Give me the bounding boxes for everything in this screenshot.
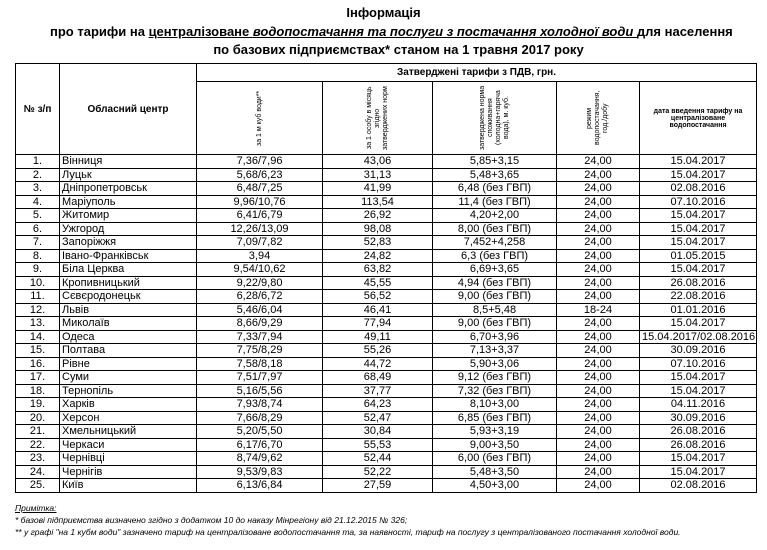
city-name: Тернопіль xyxy=(60,384,197,398)
tariff-per-m3: 6,13/6,84 xyxy=(197,479,323,493)
table-row xyxy=(16,479,757,493)
tariff-per-person: 45,55 xyxy=(323,276,433,290)
supply-mode: 24,00 xyxy=(557,155,640,169)
consumption-norm: 8,10+3,00 xyxy=(433,398,557,412)
tariff-per-person: 77,94 xyxy=(323,317,433,331)
row-number: 9. xyxy=(16,263,60,277)
city-name: Херсон xyxy=(60,411,197,425)
city-name: Суми xyxy=(60,371,197,385)
tariff-per-m3: 5,68/6,23 xyxy=(197,168,323,182)
tariff-date: 01.01.2016 xyxy=(640,303,757,317)
supply-mode: 18-24 xyxy=(557,303,640,317)
supply-mode: 24,00 xyxy=(557,168,640,182)
consumption-norm: 6,3 (без ГВП) xyxy=(433,249,557,263)
tariff-per-m3: 6,28/6,72 xyxy=(197,290,323,304)
footnote-1-mark: * xyxy=(15,515,19,525)
consumption-norm: 11,4 (без ГВП) xyxy=(433,195,557,209)
city-name: Біла Церква xyxy=(60,263,197,277)
table-row xyxy=(16,168,757,182)
tariff-per-m3: 9,96/10,76 xyxy=(197,195,323,209)
header-norm: затверджена норма споживання (холодна+гаряча вода), м. куб. xyxy=(433,82,557,155)
table-row xyxy=(16,411,757,425)
table-row xyxy=(16,249,757,263)
tariff-per-m3: 7,33/7,94 xyxy=(197,330,323,344)
header-center: Обласний центр xyxy=(60,64,197,155)
tariff-per-person: 52,47 xyxy=(323,411,433,425)
row-number: 21. xyxy=(16,425,60,439)
tariff-per-m3: 7,75/8,29 xyxy=(197,344,323,358)
tariff-per-m3: 5,16/5,56 xyxy=(197,384,323,398)
supply-mode: 24,00 xyxy=(557,425,640,439)
tariff-per-person: 52,22 xyxy=(323,465,433,479)
consumption-norm: 5,93+3,19 xyxy=(433,425,557,439)
supply-mode: 24,00 xyxy=(557,195,640,209)
row-number: 25. xyxy=(16,479,60,493)
city-name: Чернівці xyxy=(60,452,197,466)
tariff-per-m3: 7,58/8,18 xyxy=(197,357,323,371)
consumption-norm: 5,85+3,15 xyxy=(433,155,557,169)
consumption-norm: 7,32 (без ГВП) xyxy=(433,384,557,398)
tariff-per-m3: 5,20/5,50 xyxy=(197,425,323,439)
table-row xyxy=(16,195,757,209)
subtitle-underlined-italic: водопостачання та послуги з постачання холодної води xyxy=(252,24,637,39)
tariff-per-m3: 9,53/9,83 xyxy=(197,465,323,479)
footnote-1: базові підприємства визначено згідно з додатком 10 до наказу Мінрегіону від 21.12.2015 № 326; xyxy=(18,515,408,525)
supply-mode: 24,00 xyxy=(557,452,640,466)
tariff-per-m3: 7,93/8,74 xyxy=(197,398,323,412)
tariff-per-m3: 8,74/9,62 xyxy=(197,452,323,466)
table-row xyxy=(16,344,757,358)
tariff-per-person: 63,82 xyxy=(323,263,433,277)
table-row xyxy=(16,263,757,277)
tariff-per-m3: 12,26/13,09 xyxy=(197,222,323,236)
tariff-date: 15.04.2017 xyxy=(640,452,757,466)
tariff-per-person: 41,99 xyxy=(323,182,433,196)
table-row xyxy=(16,290,757,304)
supply-mode: 24,00 xyxy=(557,384,640,398)
table-row xyxy=(16,303,757,317)
table-row xyxy=(16,357,757,371)
tariff-per-person: 98,08 xyxy=(323,222,433,236)
consumption-norm: 6,00 (без ГВП) xyxy=(433,452,557,466)
supply-mode: 24,00 xyxy=(557,249,640,263)
tariff-per-person: 64,23 xyxy=(323,398,433,412)
header-num: № з/п xyxy=(16,64,60,155)
header-per-m3: за 1 м куб води** xyxy=(197,82,323,155)
supply-mode: 24,00 xyxy=(557,290,640,304)
city-name: Черкаси xyxy=(60,438,197,452)
supply-mode: 24,00 xyxy=(557,371,640,385)
consumption-norm: 9,12 (без ГВП) xyxy=(433,371,557,385)
supply-mode: 24,00 xyxy=(557,209,640,223)
tariff-date: 07.10.2016 xyxy=(640,195,757,209)
consumption-norm: 4,94 (без ГВП) xyxy=(433,276,557,290)
tariff-per-m3: 6,48/7,25 xyxy=(197,182,323,196)
header-date: дата введення тарифу на централізоване водопостачання xyxy=(640,82,757,155)
tariff-date: 15.04.2017 xyxy=(640,222,757,236)
consumption-norm: 5,90+3,06 xyxy=(433,357,557,371)
row-number: 19. xyxy=(16,398,60,412)
tariff-date: 26.08.2016 xyxy=(640,438,757,452)
header-mode: режим водопостачання, год./добу xyxy=(557,82,640,155)
subtitle-underlined: централізоване xyxy=(148,24,253,39)
tariff-date: 04.11.2016 xyxy=(640,398,757,412)
city-name: Запоріжжя xyxy=(60,236,197,250)
city-name: Сєвєродонецьк xyxy=(60,290,197,304)
row-number: 24. xyxy=(16,465,60,479)
table-row xyxy=(16,317,757,331)
tariff-per-person: 27,59 xyxy=(323,479,433,493)
tariff-date: 15.04.2017/02.08.2016 xyxy=(640,330,757,344)
row-number: 13. xyxy=(16,317,60,331)
supply-mode: 24,00 xyxy=(557,398,640,412)
consumption-norm: 5,48+3,50 xyxy=(433,465,557,479)
tariff-date: 02.08.2016 xyxy=(640,479,757,493)
table-row xyxy=(16,384,757,398)
table-row xyxy=(16,398,757,412)
tariff-per-person: 55,53 xyxy=(323,438,433,452)
row-number: 2. xyxy=(16,168,60,182)
row-number: 12. xyxy=(16,303,60,317)
table-row xyxy=(16,425,757,439)
tariff-per-person: 52,44 xyxy=(323,452,433,466)
footnote-2-mark: ** xyxy=(15,527,22,537)
tariff-per-m3: 5,46/6,04 xyxy=(197,303,323,317)
city-name: Маріуполь xyxy=(60,195,197,209)
table-row xyxy=(16,276,757,290)
city-name: Миколаїв xyxy=(60,317,197,331)
consumption-norm: 9,00+3,50 xyxy=(433,438,557,452)
row-number: 14. xyxy=(16,330,60,344)
subtitle-post: для населення xyxy=(636,24,733,39)
table-row xyxy=(16,182,757,196)
tariff-date: 15.04.2017 xyxy=(640,317,757,331)
city-name: Харків xyxy=(60,398,197,412)
city-name: Вінниця xyxy=(60,155,197,169)
tariff-date: 26.08.2016 xyxy=(640,276,757,290)
tariff-date: 15.04.2017 xyxy=(640,168,757,182)
city-name: Дніпропетровськ xyxy=(60,182,197,196)
tariff-per-person: 52,83 xyxy=(323,236,433,250)
tariff-per-person: 68,49 xyxy=(323,371,433,385)
city-name: Рівне xyxy=(60,357,197,371)
supply-mode: 24,00 xyxy=(557,411,640,425)
consumption-norm: 8,00 (без ГВП) xyxy=(433,222,557,236)
table-row xyxy=(16,330,757,344)
footnote-2: у графі "на 1 кубм води" зазначено тариф на централізоване водопостачання та, за наявності, тариф на послугу з централізованого постачання холодної води. xyxy=(21,527,681,537)
supply-mode: 24,00 xyxy=(557,344,640,358)
consumption-norm: 9,00 (без ГВП) xyxy=(433,317,557,331)
document-subtitle-date: по базових підприємствах* станом на 1 травня 2017 року xyxy=(213,42,584,57)
tariff-per-m3: 6,17/6,70 xyxy=(197,438,323,452)
row-number: 1. xyxy=(16,155,60,169)
tariff-per-person: 56,52 xyxy=(323,290,433,304)
row-number: 7. xyxy=(16,236,60,250)
row-number: 6. xyxy=(16,222,60,236)
row-number: 8. xyxy=(16,249,60,263)
supply-mode: 24,00 xyxy=(557,357,640,371)
consumption-norm: 6,70+3,96 xyxy=(433,330,557,344)
table-row xyxy=(16,465,757,479)
tariff-date: 07.10.2016 xyxy=(640,357,757,371)
tariff-date: 15.04.2017 xyxy=(640,209,757,223)
row-number: 4. xyxy=(16,195,60,209)
tariff-per-m3: 7,66/8,29 xyxy=(197,411,323,425)
consumption-norm: 8,5+5,48 xyxy=(433,303,557,317)
tariff-per-person: 46,41 xyxy=(323,303,433,317)
tariff-per-person: 24,82 xyxy=(323,249,433,263)
supply-mode: 24,00 xyxy=(557,438,640,452)
table-row xyxy=(16,155,757,169)
row-number: 18. xyxy=(16,384,60,398)
footnote-heading: Примітка: xyxy=(15,503,57,513)
tariff-date: 30.09.2016 xyxy=(640,344,757,358)
city-name: Львів xyxy=(60,303,197,317)
supply-mode: 24,00 xyxy=(557,330,640,344)
row-number: 16. xyxy=(16,357,60,371)
tariff-per-m3: 3,94 xyxy=(197,249,323,263)
city-name: Ужгород xyxy=(60,222,197,236)
tariff-date: 26.08.2016 xyxy=(640,425,757,439)
consumption-norm: 6,69+3,65 xyxy=(433,263,557,277)
city-name: Хмельницький xyxy=(60,425,197,439)
tariff-table xyxy=(15,63,757,493)
row-number: 5. xyxy=(16,209,60,223)
city-name: Київ xyxy=(60,479,197,493)
city-name: Кропивницький xyxy=(60,276,197,290)
tariff-date: 15.04.2017 xyxy=(640,263,757,277)
row-number: 17. xyxy=(16,371,60,385)
row-number: 23. xyxy=(16,452,60,466)
city-name: Полтава xyxy=(60,344,197,358)
supply-mode: 24,00 xyxy=(557,276,640,290)
document-title: Інформація xyxy=(346,5,421,20)
tariff-per-m3: 9,22/9,80 xyxy=(197,276,323,290)
tariff-per-person: 44,72 xyxy=(323,357,433,371)
tariff-per-m3: 7,51/7,97 xyxy=(197,371,323,385)
tariff-per-person: 43,06 xyxy=(323,155,433,169)
row-number: 22. xyxy=(16,438,60,452)
supply-mode: 24,00 xyxy=(557,236,640,250)
tariff-date: 22.08.2016 xyxy=(640,290,757,304)
consumption-norm: 4,50+3,00 xyxy=(433,479,557,493)
tariff-date: 30.09.2016 xyxy=(640,411,757,425)
row-number: 15. xyxy=(16,344,60,358)
consumption-norm: 4,20+2,00 xyxy=(433,209,557,223)
supply-mode: 24,00 xyxy=(557,182,640,196)
tariff-date: 15.04.2017 xyxy=(640,371,757,385)
consumption-norm: 6,48 (без ГВП) xyxy=(433,182,557,196)
tariff-per-m3: 8,66/9,29 xyxy=(197,317,323,331)
city-name: Луцьк xyxy=(60,168,197,182)
tariff-per-person: 31,13 xyxy=(323,168,433,182)
consumption-norm: 6,85 (без ГВП) xyxy=(433,411,557,425)
row-number: 20. xyxy=(16,411,60,425)
subtitle-pre: про тарифи на xyxy=(50,24,149,39)
tariff-per-person: 37,77 xyxy=(323,384,433,398)
tariff-per-person: 113,54 xyxy=(323,195,433,209)
document-subtitle xyxy=(50,24,750,39)
tariff-date: 15.04.2017 xyxy=(640,236,757,250)
table-row xyxy=(16,452,757,466)
tariff-date: 15.04.2017 xyxy=(640,384,757,398)
table-row xyxy=(16,438,757,452)
tariff-per-m3: 7,09/7,82 xyxy=(197,236,323,250)
table-row xyxy=(16,222,757,236)
consumption-norm: 7,452+4,258 xyxy=(433,236,557,250)
table-row xyxy=(16,236,757,250)
city-name: Житомир xyxy=(60,209,197,223)
consumption-norm: 9,00 (без ГВП) xyxy=(433,290,557,304)
header-per-person: за 1 особу в місяць згідно затверджених норм xyxy=(323,82,433,155)
table-row xyxy=(16,209,757,223)
tariff-date: 15.04.2017 xyxy=(640,465,757,479)
tariff-date: 01.05.2015 xyxy=(640,249,757,263)
supply-mode: 24,00 xyxy=(557,222,640,236)
row-number: 11. xyxy=(16,290,60,304)
tariff-per-person: 26,92 xyxy=(323,209,433,223)
header-group: Затверджені тарифи з ПДВ, грн. xyxy=(197,64,757,82)
city-name: Чернігів xyxy=(60,465,197,479)
city-name: Івано-Франківськ xyxy=(60,249,197,263)
tariff-per-m3: 9,54/10,62 xyxy=(197,263,323,277)
consumption-norm: 5,48+3,65 xyxy=(433,168,557,182)
supply-mode: 24,00 xyxy=(557,479,640,493)
row-number: 10. xyxy=(16,276,60,290)
supply-mode: 24,00 xyxy=(557,263,640,277)
tariff-per-person: 30,84 xyxy=(323,425,433,439)
table-row xyxy=(16,371,757,385)
tariff-per-person: 49,11 xyxy=(323,330,433,344)
tariff-per-person: 55,26 xyxy=(323,344,433,358)
supply-mode: 24,00 xyxy=(557,465,640,479)
tariff-per-m3: 6,41/6,79 xyxy=(197,209,323,223)
footnotes xyxy=(15,502,681,538)
row-number: 3. xyxy=(16,182,60,196)
tariff-per-m3: 7,36/7,96 xyxy=(197,155,323,169)
supply-mode: 24,00 xyxy=(557,317,640,331)
consumption-norm: 7,13+3,37 xyxy=(433,344,557,358)
tariff-date: 02.08.2016 xyxy=(640,182,757,196)
city-name: Одеса xyxy=(60,330,197,344)
tariff-date: 15.04.2017 xyxy=(640,155,757,169)
